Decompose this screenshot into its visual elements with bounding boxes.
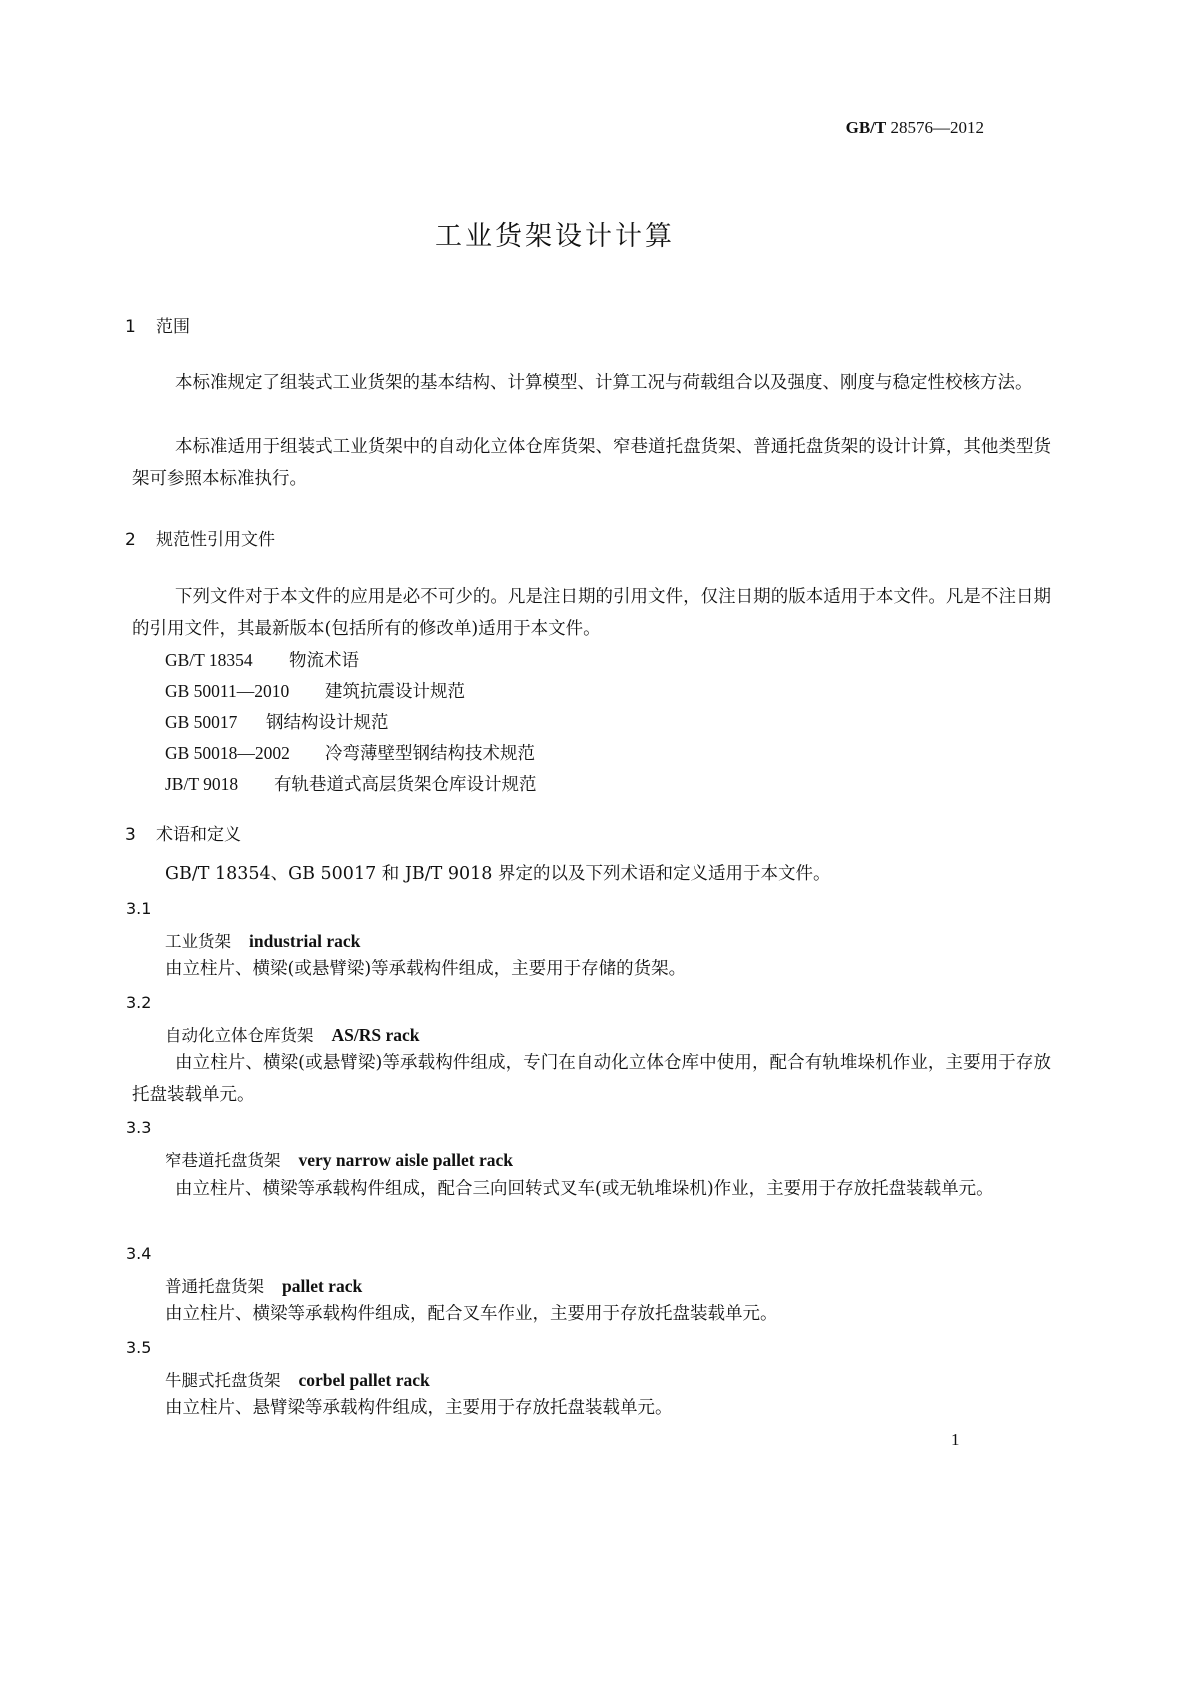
term-english: corbel pallet rack [298,1370,430,1390]
reference-item [165,737,535,770]
section-2-heading [125,525,275,550]
term-chinese: 窄巷道托盘货架 [165,1151,281,1170]
reference-item [165,768,537,801]
term-english: industrial rack [249,931,361,951]
term-number: 3.2 [126,993,152,1012]
term-number: 3.4 [126,1244,152,1263]
term-chinese: 牛腿式托盘货架 [165,1371,281,1390]
section-number: 3 [125,825,136,845]
term-heading [165,1147,513,1171]
reference-name: 有轨巷道式高层货架仓库设计规范 [274,775,537,795]
terms-intro: GB/T 18354、GB 50017 和 JB/T 9018 界定的以及下列术语和定义适用于本文件。 [165,864,831,884]
reference-code: GB 50017 [165,712,238,732]
page-title: 工业货架设计计算 [435,221,675,252]
scope-paragraph-2: 本标准适用于组装式工业货架中的自动化立体仓库货架、窄巷道托盘货架、普通托盘货架的设计计算，其他类型货架可参照本标准执行。 [132,437,1051,489]
section-title: 规范性引用文件 [156,530,275,550]
term-chinese: 工业货架 [165,932,231,951]
reference-name: 冷弯薄壁型钢结构技术规范 [325,744,535,764]
term-definition: 由立柱片、横梁等承载构件组成，配合叉车作业，主要用于存放托盘装载单元。 [165,1304,778,1324]
term-definition: 由立柱片、横梁(或悬臂梁)等承载构件组成，主要用于存储的货架。 [165,959,687,979]
reference-name: 建筑抗震设计规范 [325,682,465,702]
standard-prefix: GB/T [845,118,887,137]
section-number: 2 [125,530,136,550]
reference-name: 钢结构设计规范 [266,713,389,733]
section-1-heading [125,312,190,337]
term-heading [165,1022,420,1046]
scope-paragraph-1: 本标准规定了组装式工业货架的基本结构、计算模型、计算工况与荷载组合以及强度、刚度与稳定性校核方法。 [175,373,1033,393]
reference-code: JB/T 9018 [165,774,239,794]
term-definition: 由立柱片、横梁(或悬臂梁)等承载构件组成，专门在自动化立体仓库中使用，配合有轨堆垛机作业，主要用于存放托盘装载单元。 [132,1053,1051,1105]
reference-item [165,675,465,708]
reference-item [165,644,359,677]
term-chinese: 普通托盘货架 [165,1277,264,1296]
term-chinese: 自动化立体仓库货架 [165,1026,314,1045]
reference-code: GB/T 18354 [165,650,253,670]
section-title: 术语和定义 [156,825,241,845]
reference-code: GB 50011—2010 [165,681,290,701]
term-heading [165,928,360,952]
term-heading [165,1273,362,1297]
reference-item [165,706,389,739]
term-english: very narrow aisle pallet rack [298,1150,513,1170]
section-3-heading [125,820,241,845]
term-number: 3.3 [126,1118,152,1137]
term-english: AS/RS rack [331,1025,420,1045]
term-english: pallet rack [282,1276,363,1296]
term-number: 3.5 [126,1338,152,1357]
standard-number: 28576—2012 [890,118,984,137]
term-heading [165,1367,430,1391]
normative-paragraph: 下列文件对于本文件的应用是必不可少的。凡是注日期的引用文件，仅注日期的版本适用于本文件。凡是不注日期的引用文件，其最新版本(包括所有的修改单)适用于本文件。 [132,587,1051,639]
page-number: 1 [951,1430,960,1449]
reference-code: GB 50018—2002 [165,743,290,763]
standard-code [846,118,984,138]
section-number: 1 [125,317,136,337]
term-definition: 由立柱片、横梁等承载构件组成，配合三向回转式叉车(或无轨堆垛机)作业，主要用于存放托盘装载单元。 [175,1179,994,1199]
section-title: 范围 [156,317,190,337]
term-definition: 由立柱片、悬臂梁等承载构件组成，主要用于存放托盘装载单元。 [165,1398,673,1418]
term-number: 3.1 [126,899,152,918]
reference-name: 物流术语 [289,651,359,671]
